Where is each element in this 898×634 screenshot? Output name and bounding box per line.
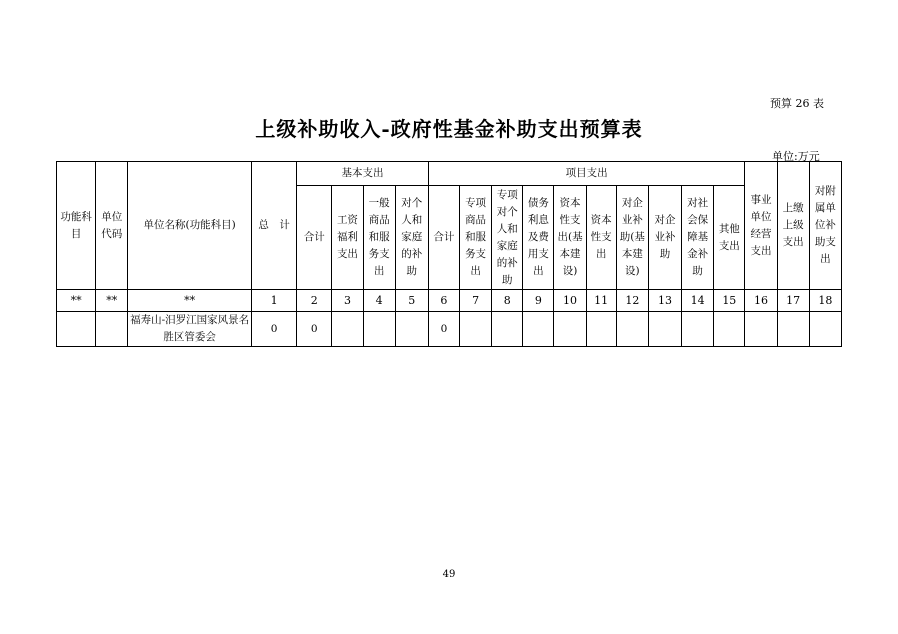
header-personal: 对个人和家庭的补助 — [395, 186, 428, 290]
cell-unit-code — [96, 312, 128, 347]
index-cell: 16 — [745, 290, 777, 312]
index-row — [57, 290, 842, 312]
cell-basic-sum: 0 — [297, 312, 332, 347]
index-cell: 14 — [682, 290, 714, 312]
cell-goods — [363, 312, 395, 347]
index-cell: 7 — [459, 290, 491, 312]
header-capital: 资本性支出 — [586, 186, 616, 290]
header-other: 其他支出 — [714, 186, 745, 290]
cell-enterprise — [648, 312, 681, 347]
header-basic-group: 基本支出 — [297, 162, 429, 186]
cell-unit-name: 福寿山-汨罗江国家风景名胜区管委会 — [128, 312, 252, 347]
header-project-group: 项目支出 — [428, 162, 745, 186]
cell-enterprise-build — [616, 312, 648, 347]
header-business: 事业单位经营支出 — [745, 162, 777, 290]
header-social: 对社会保障基金补助 — [682, 186, 714, 290]
cell-project-sum: 0 — [428, 312, 459, 347]
header-special-goods: 专项商品和服务支出 — [459, 186, 491, 290]
header-total: 总 计 — [251, 162, 296, 290]
index-cell: 13 — [648, 290, 681, 312]
cell-capital — [586, 312, 616, 347]
header-special-personal: 专项对个人和家庭的补助 — [492, 186, 523, 290]
header-unit-code: 单位代码 — [96, 162, 128, 290]
header-project-sum: 合计 — [428, 186, 459, 290]
cell-special-personal — [492, 312, 523, 347]
index-cell: 18 — [809, 290, 841, 312]
index-cell: 4 — [363, 290, 395, 312]
cell-capital-build — [554, 312, 586, 347]
index-cell: 17 — [777, 290, 809, 312]
cell-special-goods — [459, 312, 491, 347]
index-cell: 6 — [428, 290, 459, 312]
header-salary: 工资福利支出 — [332, 186, 363, 290]
index-cell: 9 — [523, 290, 554, 312]
index-cell: 5 — [395, 290, 428, 312]
index-cell: ** — [57, 290, 96, 312]
cell-business — [745, 312, 777, 347]
form-number: 预算 26 表 — [770, 97, 824, 110]
header-affiliated: 对附属单位补助支出 — [809, 162, 841, 290]
cell-debt — [523, 312, 554, 347]
index-cell: 12 — [616, 290, 648, 312]
header-basic-sum: 合计 — [297, 186, 332, 290]
index-cell: 15 — [714, 290, 745, 312]
index-cell: 2 — [297, 290, 332, 312]
index-cell: 1 — [251, 290, 296, 312]
cell-other — [714, 312, 745, 347]
header-enterprise: 对企业补助 — [648, 186, 681, 290]
cell-total: 0 — [251, 312, 296, 347]
index-cell: ** — [96, 290, 128, 312]
header-debt: 债务利息及费用支出 — [523, 186, 554, 290]
page-title: 上级补助收入-政府性基金补助支出预算表 — [255, 117, 643, 141]
cell-salary — [332, 312, 363, 347]
header-capital-build: 资本性支出(基本建设) — [554, 186, 586, 290]
cell-affiliated — [809, 312, 841, 347]
cell-social — [682, 312, 714, 347]
header-goods: 一般商品和服务支出 — [363, 186, 395, 290]
cell-upper — [777, 312, 809, 347]
index-cell: 8 — [492, 290, 523, 312]
index-cell: 3 — [332, 290, 363, 312]
header-upper: 上缴上级支出 — [777, 162, 809, 290]
budget-table — [56, 161, 842, 347]
header-func-code: 功能科目 — [57, 162, 96, 290]
page-number: 49 — [442, 569, 456, 580]
header-enterprise-build: 对企业补助(基本建设) — [616, 186, 648, 290]
header-unit-name: 单位名称(功能科目) — [128, 162, 252, 290]
index-cell: 11 — [586, 290, 616, 312]
table-row — [57, 312, 842, 347]
cell-personal — [395, 312, 428, 347]
unit-label: 单位:万元 — [772, 150, 820, 163]
cell-func-code — [57, 312, 96, 347]
index-cell: 10 — [554, 290, 586, 312]
index-cell: ** — [128, 290, 252, 312]
